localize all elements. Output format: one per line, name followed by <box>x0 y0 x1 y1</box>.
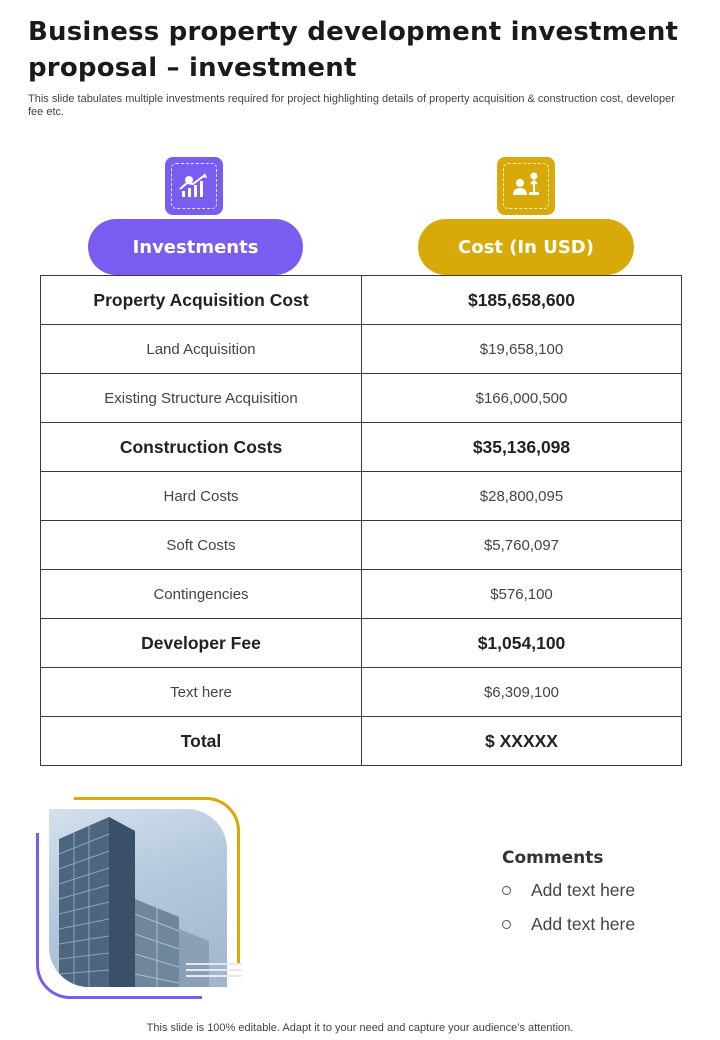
building-photo <box>49 809 227 987</box>
table-row <box>41 374 682 423</box>
investment-cost-table <box>40 275 682 766</box>
investments-icon-box <box>165 157 223 215</box>
table-row <box>41 325 682 374</box>
office-building-image <box>49 809 227 987</box>
cost-value-cell: $185,658,600 <box>362 276 682 325</box>
table-row <box>41 423 682 472</box>
table-row <box>41 570 682 619</box>
bullet-circle-icon <box>502 920 511 929</box>
page-subtitle: This slide tabulates multiple investments required for project highlighting details of property acquisition & construction cost, developer fee etc. <box>28 93 675 118</box>
investment-label-cell: Text here <box>41 668 362 717</box>
comment-item <box>502 914 635 935</box>
comment-text: Add text here <box>531 914 636 934</box>
cost-value-cell: $6,309,100 <box>362 668 682 717</box>
investor-money-icon <box>510 170 542 202</box>
table-row <box>41 668 682 717</box>
investment-label-cell: Total <box>41 717 362 766</box>
footer-note: This slide is 100% editable. Adapt it to your need and capture your audience’s attention. <box>146 1022 574 1034</box>
comments-title: Comments <box>502 848 604 868</box>
growth-chart-icon <box>178 171 210 201</box>
investment-label-cell: Land Acquisition <box>41 325 362 374</box>
cost-header-pill: Cost (In USD) <box>418 219 634 275</box>
decorative-lines <box>186 963 242 981</box>
cost-value-cell: $ XXXXX <box>362 717 682 766</box>
cost-value-cell: $1,054,100 <box>362 619 682 668</box>
table-row <box>41 717 682 766</box>
cost-value-cell: $576,100 <box>362 570 682 619</box>
investment-label-cell: Property Acquisition Cost <box>41 276 362 325</box>
cost-value-cell: $5,760,097 <box>362 521 682 570</box>
building-photo-frame <box>36 797 242 1001</box>
table-row <box>41 619 682 668</box>
investment-label-cell: Contingencies <box>41 570 362 619</box>
bullet-circle-icon <box>502 886 511 895</box>
cost-value-cell: $35,136,098 <box>362 423 682 472</box>
page-title: Business property development investment proposal – investment <box>28 17 679 83</box>
investment-label-cell: Hard Costs <box>41 472 362 521</box>
cost-icon-box <box>497 157 555 215</box>
table-row <box>41 521 682 570</box>
investment-label-cell: Existing Structure Acquisition <box>41 374 362 423</box>
comment-item <box>502 880 635 901</box>
comment-text: Add text here <box>531 880 636 900</box>
investment-label-cell: Construction Costs <box>41 423 362 472</box>
investment-label-cell: Soft Costs <box>41 521 362 570</box>
investment-label-cell: Developer Fee <box>41 619 362 668</box>
cost-value-cell: $166,000,500 <box>362 374 682 423</box>
investments-header-pill: Investments <box>88 219 303 275</box>
table-row <box>41 276 682 325</box>
cost-value-cell: $19,658,100 <box>362 325 682 374</box>
cost-value-cell: $28,800,095 <box>362 472 682 521</box>
table-row <box>41 472 682 521</box>
